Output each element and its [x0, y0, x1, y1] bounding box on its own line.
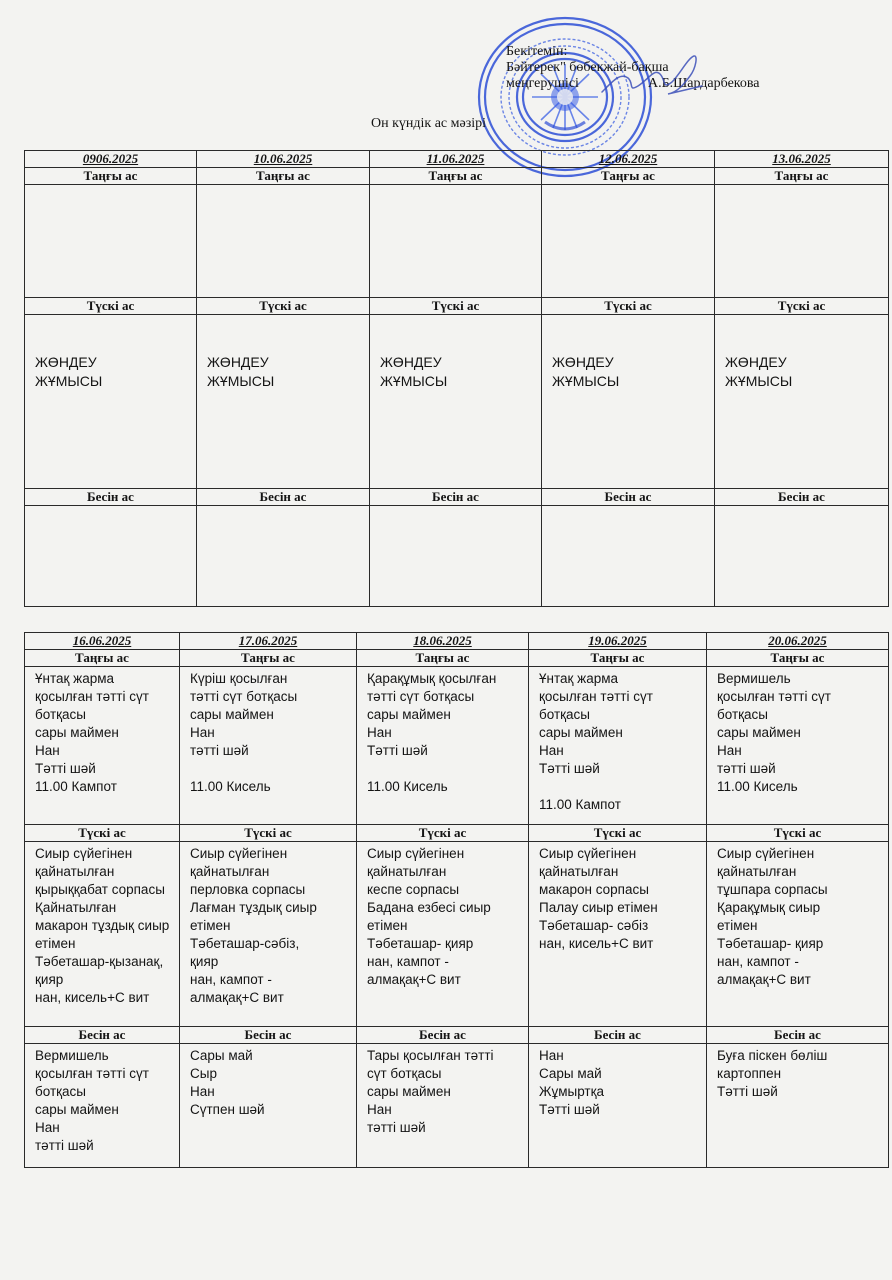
menu-item: Тәбеташар- қияр	[717, 936, 824, 951]
menu-item: сары маймен	[190, 707, 274, 722]
menu-item: Жұмыртқа	[539, 1084, 605, 1099]
menu-item: қосылған тәтті сүт	[35, 1066, 149, 1081]
menu-item: Қарақұмық қосылған	[367, 671, 497, 686]
menu-item: Тәбеташар-қызанақ,	[35, 954, 164, 969]
menu-item: Тәбеташар- қияр	[367, 936, 474, 951]
breakfast-label: Таңғы ас	[542, 168, 715, 185]
menu-item: қияр	[190, 954, 219, 969]
menu-item: Вермишель	[35, 1048, 109, 1063]
empty-cell	[197, 506, 370, 607]
date-row	[25, 151, 889, 168]
lunch-label: Түскі ас	[529, 825, 707, 842]
menu-item: Нан	[367, 1102, 392, 1117]
menu-item: етімен	[190, 918, 231, 933]
menu-item: Ұнтақ жарма	[539, 671, 618, 686]
menu-item: Тары қосылған тәтті	[367, 1048, 494, 1063]
empty-cell	[542, 185, 715, 298]
breakfast-label: Таңғы ас	[357, 650, 529, 667]
menu-item: Сиыр сүйегінен	[190, 846, 288, 861]
menu-item: Сүтпен шәй	[190, 1102, 265, 1117]
empty-cell	[25, 185, 197, 298]
lunch-label: Түскі ас	[542, 298, 715, 315]
menu-item: қайнатылған	[35, 864, 115, 879]
menu-item: Тәбеташар-сәбіз,	[190, 936, 300, 951]
menu-cell	[529, 1044, 707, 1168]
menu-item: Тәтті шәй	[539, 1102, 600, 1117]
menu-item: кеспе сорпасы	[367, 882, 460, 897]
menu-table-week2	[24, 632, 889, 1168]
menu-item: етімен	[35, 936, 76, 951]
snack-label: Бесін ас	[715, 489, 889, 506]
empty-cell	[715, 185, 889, 298]
breakfast-label: Таңғы ас	[25, 168, 197, 185]
menu-cell	[707, 842, 889, 1027]
date-cell: 20.06.2025	[707, 633, 889, 650]
breakfast-label: Таңғы ас	[707, 650, 889, 667]
menu-item: алмақақ+С вит	[190, 990, 284, 1005]
signer-name: А.Б.Шардарбекова	[648, 76, 760, 91]
menu-item: 11.00 Кисель	[367, 779, 448, 794]
lunch-header-row	[25, 298, 889, 315]
menu-item: қосылған тәтті сүт	[717, 689, 831, 704]
menu-item: тәтті сүт ботқасы	[367, 689, 475, 704]
menu-item: ботқасы	[35, 1084, 86, 1099]
empty-cell	[370, 185, 542, 298]
repair-notice-cell: ЖӨНДЕУ ЖҰМЫСЫ	[25, 315, 197, 489]
breakfast-label: Таңғы ас	[180, 650, 357, 667]
menu-cell	[357, 1044, 529, 1168]
menu-cell	[357, 842, 529, 1027]
menu-cell	[25, 1044, 180, 1168]
snack-label: Бесін ас	[529, 1027, 707, 1044]
lunch-menu-row	[25, 842, 889, 1027]
lunch-label: Түскі ас	[715, 298, 889, 315]
lunch-label: Түскі ас	[180, 825, 357, 842]
breakfast-header-row	[25, 650, 889, 667]
breakfast-header-row	[25, 168, 889, 185]
breakfast-label: Таңғы ас	[370, 168, 542, 185]
snack-label: Бесін ас	[180, 1027, 357, 1044]
breakfast-label: Таңғы ас	[529, 650, 707, 667]
breakfast-label: Таңғы ас	[25, 650, 180, 667]
menu-item: ботқасы	[35, 707, 86, 722]
snack-label: Бесін ас	[25, 1027, 180, 1044]
menu-cell	[180, 667, 357, 825]
menu-item: 11.00 Кампот	[539, 797, 621, 812]
date-cell: 17.06.2025	[180, 633, 357, 650]
empty-cell	[542, 506, 715, 607]
date-cell: 0906.2025	[25, 151, 197, 168]
menu-item: Нан	[35, 1120, 60, 1135]
menu-item: сары маймен	[35, 725, 119, 740]
menu-item	[367, 760, 524, 778]
date-cell: 11.06.2025	[370, 151, 542, 168]
head-position: меңгерушісі	[506, 76, 579, 91]
menu-item: сары маймен	[539, 725, 623, 740]
snack-label: Бесін ас	[25, 489, 197, 506]
snack-header-row	[25, 1027, 889, 1044]
date-cell: 12.06.2025	[542, 151, 715, 168]
menu-cell	[180, 1044, 357, 1168]
menu-cell	[25, 667, 180, 825]
menu-item: қосылған тәтті сүт	[539, 689, 653, 704]
breakfast-label: Таңғы ас	[715, 168, 889, 185]
menu-cell	[25, 842, 180, 1027]
menu-item: Қарақұмық сиыр	[717, 900, 821, 915]
menu-item: 11.00 Кисель	[717, 779, 798, 794]
menu-table-week1	[24, 150, 889, 607]
date-cell: 18.06.2025	[357, 633, 529, 650]
menu-item: Нан	[190, 725, 215, 740]
menu-item: тәтті шәй	[717, 761, 776, 776]
menu-item: макарон тұздық сиыр	[35, 918, 170, 933]
menu-item: сары маймен	[717, 725, 801, 740]
menu-item: етімен	[367, 918, 408, 933]
snack-label: Бесін ас	[707, 1027, 889, 1044]
menu-item: 11.00 Кисель	[190, 779, 271, 794]
menu-item: Сары май	[190, 1048, 253, 1063]
menu-item: Нан	[367, 725, 392, 740]
menu-item: Тәтті шәй	[367, 743, 428, 758]
kindergarten-name: Бәйтерек" бөбекжай-бақша	[506, 60, 669, 75]
menu-title: Он күндік ас мәзірі	[371, 116, 487, 131]
lunch-label: Түскі ас	[25, 298, 197, 315]
menu-item: тәтті шәй	[367, 1120, 426, 1135]
breakfast-menu-row	[25, 667, 889, 825]
menu-item: Тәтті шәй	[539, 761, 600, 776]
menu-item: Күріш қосылған	[190, 671, 288, 686]
menu-item: Сиыр сүйегінен	[35, 846, 133, 861]
repair-notice-cell: ЖӨНДЕУ ЖҰМЫСЫ	[542, 315, 715, 489]
menu-item: ботқасы	[539, 707, 590, 722]
menu-item: Нан	[717, 743, 742, 758]
breakfast-label: Таңғы ас	[197, 168, 370, 185]
menu-item: тәтті шәй	[35, 1138, 94, 1153]
menu-item: қайнатылған	[190, 864, 270, 879]
lunch-label: Түскі ас	[357, 825, 529, 842]
menu-item: Сиыр сүйегінен	[717, 846, 815, 861]
snack-menu-row	[25, 506, 889, 607]
menu-item: қосылған тәтті сүт	[35, 689, 149, 704]
menu-item: перловка сорпасы	[190, 882, 306, 897]
menu-item: картоппен	[717, 1066, 782, 1081]
menu-item: Сыр	[190, 1066, 217, 1081]
handwritten-signature	[598, 52, 708, 102]
date-cell: 16.06.2025	[25, 633, 180, 650]
date-cell: 10.06.2025	[197, 151, 370, 168]
menu-item: Тәбеташар- сәбіз	[539, 918, 649, 933]
lunch-label: Түскі ас	[707, 825, 889, 842]
menu-item: Тәтті шәй	[717, 1084, 778, 1099]
empty-cell	[197, 185, 370, 298]
menu-cell	[529, 842, 707, 1027]
lunch-menu-row	[25, 315, 889, 489]
menu-cell	[180, 842, 357, 1027]
menu-item: Ұнтақ жарма	[35, 671, 114, 686]
menu-item: сары маймен	[367, 1084, 451, 1099]
empty-cell	[25, 506, 197, 607]
repair-notice-cell: ЖӨНДЕУ ЖҰМЫСЫ	[715, 315, 889, 489]
date-row	[25, 633, 889, 650]
menu-item	[190, 760, 352, 778]
menu-item: Палау сиыр етімен	[539, 900, 658, 915]
menu-cell	[357, 667, 529, 825]
menu-item: Бадана езбесі сиыр	[367, 900, 491, 915]
menu-item: қияр	[35, 972, 64, 987]
menu-item: тұшпара сорпасы	[717, 882, 828, 897]
menu-item: Лағман тұздық сиыр	[190, 900, 317, 915]
menu-item: Сиыр сүйегінен	[367, 846, 465, 861]
menu-item: Нан	[539, 1048, 564, 1063]
repair-notice-cell: ЖӨНДЕУ ЖҰМЫСЫ	[370, 315, 542, 489]
menu-item: Нан	[539, 743, 564, 758]
empty-cell	[715, 506, 889, 607]
menu-cell	[707, 667, 889, 825]
snack-label: Бесін ас	[197, 489, 370, 506]
menu-item: нан, кампот -	[190, 972, 272, 987]
lunch-label: Түскі ас	[197, 298, 370, 315]
menu-item: Сары май	[539, 1066, 602, 1081]
menu-item: алмақақ+С вит	[367, 972, 461, 987]
menu-item: Тәтті шәй	[35, 761, 96, 776]
snack-menu-row	[25, 1044, 889, 1168]
empty-cell	[370, 506, 542, 607]
menu-item: ботқасы	[717, 707, 768, 722]
menu-item	[539, 778, 702, 796]
menu-item: Буға піскен бөліш	[717, 1048, 828, 1063]
breakfast-menu-row	[25, 185, 889, 298]
snack-header-row	[25, 489, 889, 506]
menu-item: макарон сорпасы	[539, 882, 649, 897]
menu-item: Нан	[190, 1084, 215, 1099]
menu-item: нан, кисель+С вит	[35, 990, 150, 1005]
menu-item: сары маймен	[35, 1102, 119, 1117]
lunch-label: Түскі ас	[25, 825, 180, 842]
menu-item: нан, кампот -	[717, 954, 799, 969]
menu-item: нан, кисель+С вит	[539, 936, 654, 951]
menu-item: Қайнатылған	[35, 900, 117, 915]
menu-item: 11.00 Кампот	[35, 779, 117, 794]
menu-cell	[707, 1044, 889, 1168]
menu-item: қайнатылған	[539, 864, 619, 879]
menu-item: тәтті сүт ботқасы	[190, 689, 298, 704]
lunch-label: Түскі ас	[370, 298, 542, 315]
approval-heading: Бекітемін:	[506, 44, 568, 59]
menu-item: қайнатылған	[367, 864, 447, 879]
snack-label: Бесін ас	[370, 489, 542, 506]
menu-item: нан, кампот -	[367, 954, 449, 969]
menu-item: Вермишель	[717, 671, 791, 686]
snack-label: Бесін ас	[357, 1027, 529, 1044]
menu-item: қайнатылған	[717, 864, 797, 879]
menu-item: тәтті шәй	[190, 743, 249, 758]
snack-label: Бесін ас	[542, 489, 715, 506]
lunch-header-row	[25, 825, 889, 842]
menu-item: етімен	[717, 918, 758, 933]
date-cell: 19.06.2025	[529, 633, 707, 650]
menu-item: алмақақ+С вит	[717, 972, 811, 987]
menu-cell	[529, 667, 707, 825]
menu-item: сүт ботқасы	[367, 1066, 442, 1081]
menu-item: қырыққабат сорпасы	[35, 882, 165, 897]
menu-item: Нан	[35, 743, 60, 758]
repair-notice-cell: ЖӨНДЕУ ЖҰМЫСЫ	[197, 315, 370, 489]
date-cell: 13.06.2025	[715, 151, 889, 168]
menu-item: Сиыр сүйегінен	[539, 846, 637, 861]
menu-item: сары маймен	[367, 707, 451, 722]
